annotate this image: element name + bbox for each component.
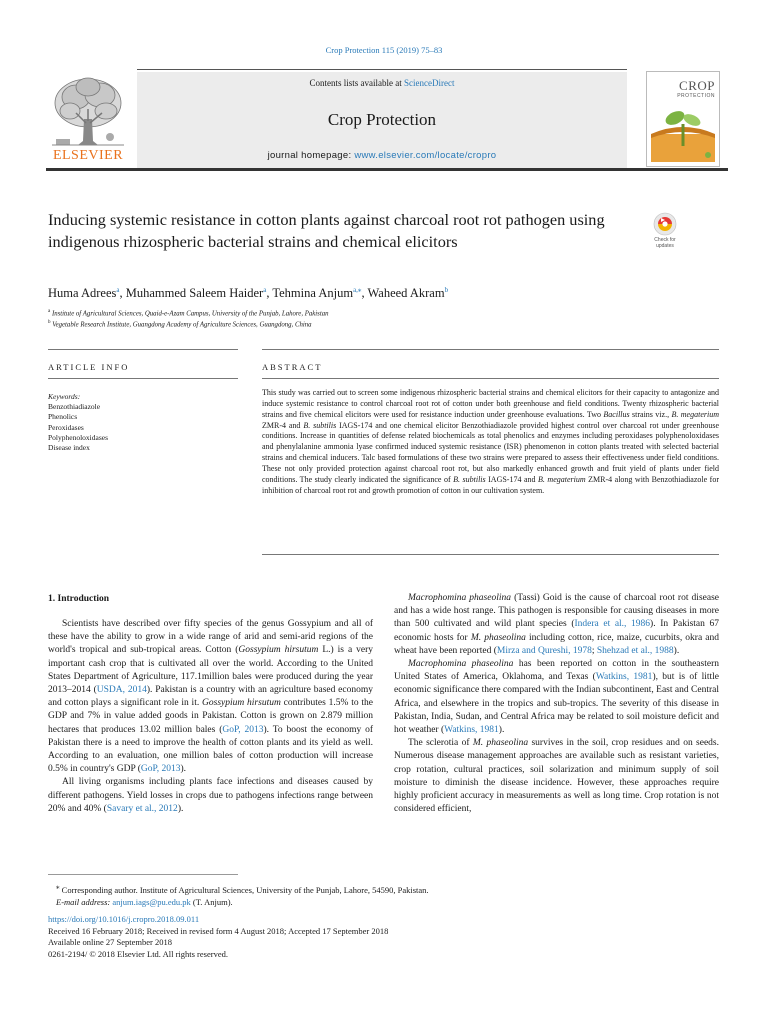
species-name: Macrophomina phaseolina	[408, 593, 512, 603]
abstract-rule	[262, 349, 719, 350]
keyword-item: Benzothiadiazole	[48, 402, 101, 412]
text-span: ).	[177, 803, 184, 814]
journal-homepage	[137, 150, 627, 161]
corresponding-author-note	[48, 881, 568, 896]
doi-link[interactable]: https://doi.org/10.1016/j.cropro.2018.09.011	[48, 914, 200, 924]
citation-link[interactable]: GoP, 2013	[140, 764, 181, 775]
abstract-span: IAGS-174 and one chemical elicitor Benzothiadiazole provided highest control over charcoal rot under greenhouse conditions. Increase in quantities of defense related biochemicals as total phenolics and enzymes including peroxidases polyphenoloxidases and phenylalanine ammonia lyase confirmed induced systemic resistance (ISR) phenomenon in cotton plants treated with selected bacterial strains and chemical inducers. Talc based formulations of these two strains were prepared to assess their effectiveness under field conditions. These not only provided protection against charcoal root rot, but also markedly enhanced growth and fruit yield of plants under field conditions. The study clearly indicated the significance of	[262, 420, 719, 484]
text-span: ).	[498, 725, 505, 736]
species-name: Gossypium hirsutum	[202, 698, 281, 709]
author-name[interactable]: Waheed Akram	[367, 286, 445, 301]
abstract-span: ZMR-4 and	[262, 420, 304, 430]
contents-line	[137, 78, 627, 88]
article-info-rule-2	[48, 378, 238, 379]
text-span: Scientists have described over fifty species of the genus Gossypium and all of these have the ability to grow in a wide range of arid and semi-arid regions of the world's tropical and sub-tropical areas. Cotton (	[48, 619, 373, 656]
article-title: Inducing systemic resistance in cotton plants against charcoal root rot pathogen using indigenous rhizospheric bacterial strains and chemical elicitors	[48, 210, 605, 251]
text-span: contributes 1.5% to the GDP and 7% in value added goods in Pakistan. Cotton is grown on 2.879 million hectares that produces 13.02 million bales (	[48, 698, 374, 735]
abstract-rule-2	[262, 378, 719, 379]
email-suffix: (T. Anjum).	[190, 896, 233, 907]
cover-subtitle: PROTECTION	[677, 93, 715, 99]
abstract-italic: Bacillus	[603, 409, 630, 419]
affiliation-text: Institute of Agricultural Sciences, Quaid-e-Azam Campus, University of the Punjab, Lahore, Pakistan	[51, 310, 329, 318]
journal-reference[interactable]: Crop Protection 115 (2019) 75–83	[325, 45, 443, 55]
check-updates-label: Check for updates	[654, 237, 676, 249]
author-separator: ,	[119, 286, 126, 301]
available-online: Available online 27 September 2018	[48, 937, 173, 947]
body-column-right	[394, 592, 719, 816]
text-span: ).	[180, 764, 187, 775]
body-column-left	[48, 618, 373, 816]
footnote-text: Corresponding author. Institute of Agricultural Sciences, University of the Punjab, Lahore, 54590, Pakistan.	[59, 884, 429, 895]
species-name: Gossypium hirsutum	[238, 645, 319, 656]
author-separator: ,	[266, 286, 273, 301]
email-link[interactable]: anjum.iags@pu.edu.pk	[112, 896, 191, 907]
footnote-rule	[48, 874, 238, 875]
keyword-item: Disease index	[48, 443, 90, 453]
introduction-heading: 1. Introduction	[48, 594, 110, 604]
abstract-span: strains viz.,	[629, 409, 672, 419]
abstract-italic: B. megaterium	[671, 409, 719, 419]
text-span: ). Pakistan is a country with an agriculture based economy and cotton plays a significant role in it.	[48, 685, 373, 709]
intro-paragraph-2	[48, 776, 373, 816]
homepage-label: journal homepage:	[267, 150, 355, 161]
article-metadata	[48, 914, 568, 960]
header-rule-top	[137, 69, 627, 70]
abstract-span: This study was carried out to screen some indigenous rhizospheric bacterial strains and chemical elicitors for their capacity to antagonize and induce systemic resistance to control charcoal root rot of cotton under both greenhouse and field conditions. Twenty rhizospheric bacterial strains and five chemical elicitors were used for resistance induction under greenhouse evaluations. Two	[262, 388, 719, 419]
author-name[interactable]: Huma Adrees	[48, 286, 117, 301]
article-info-heading: ARTICLE INFO	[48, 362, 130, 372]
author-list	[48, 286, 648, 301]
abstract-span: IAGS-174 and	[485, 474, 539, 484]
homepage-link[interactable]: www.elsevier.com/locate/cropro	[354, 150, 497, 161]
check-updates-icon	[653, 212, 677, 236]
keywords-label: Keywords:	[48, 392, 81, 401]
footnote	[48, 881, 568, 908]
email-label: E-mail address:	[56, 896, 113, 907]
author-affiliation-mark[interactable]: a,⁎	[353, 286, 362, 294]
abstract-rule-bottom	[262, 554, 719, 555]
intro-paragraph-3	[394, 592, 719, 658]
citation-link[interactable]: Savary et al., 2012	[106, 803, 178, 814]
check-for-updates-badge[interactable]	[647, 212, 683, 256]
sciencedirect-link[interactable]: ScienceDirect	[404, 78, 455, 88]
author-affiliation-mark[interactable]: a	[263, 286, 267, 294]
citation-link[interactable]: Watkins, 1981	[595, 672, 653, 683]
text-span: (Tassi) Goid is the cause of charcoal root rot disease and has a wide host range. This pathogen is responsible for causing diseases in more than 500 cultivated and wild plant species (	[394, 593, 719, 630]
species-name: M. phaseolina	[472, 738, 529, 749]
citation-link[interactable]: GoP, 2013	[222, 724, 264, 735]
text-span: ;	[591, 645, 597, 656]
affiliation-b	[48, 320, 648, 328]
header-rule-bottom	[46, 168, 728, 171]
affiliation-text: Vegetable Research Institute, Guangdong Academy of Agriculture Sciences, Guangdong, China	[52, 321, 312, 329]
text-span: survives in the soil, crop residues and on seeds. Numerous disease management approaches are available such as resistant varieties, crop rotation, cultural practices, soil solarization and minimum supply of soil moisture to diminish the disease incidence. However, these approaches require highly proficient accuracy in measurements as well as long time. Crop rotation is not considered efficient,	[394, 738, 719, 815]
keyword-item: Phenolics	[48, 412, 78, 422]
abstract-italic: B. megaterium	[538, 474, 586, 484]
citation-link[interactable]: Shehzad et al., 1988	[596, 645, 674, 656]
author-affiliation-mark[interactable]: a	[116, 286, 120, 294]
received-dates: Received 16 February 2018; Received in revised form 4 August 2018; Accepted 17 September 2018	[48, 925, 389, 936]
cover-title: CROP	[679, 78, 715, 93]
citation-link[interactable]: USDA, 2014	[96, 685, 147, 696]
journal-name: Crop Protection	[327, 110, 437, 129]
author-separator: ,	[361, 286, 368, 301]
affiliation-a	[48, 309, 648, 317]
text-span: L.) is a very important cash crop that is cultivated all over the world. According to the United States Department of Agriculture, 117.1million bales were produced during the year 2013–2014 (	[48, 645, 374, 696]
text-span: ). To boost the economy of Pakistan there is a need to improve the health of cotton plants and its yield as well. According to an evaluation, one million bales of cotton production will increase 0.5% in country's GDP (	[48, 724, 373, 775]
seedling-icon	[651, 100, 715, 162]
citation-link[interactable]: Indera et al., 1986	[574, 619, 651, 630]
intro-paragraph-4	[394, 658, 719, 737]
article-info-rule	[48, 349, 238, 350]
text-span: ), but is of little economic significance there compared with the Indian subcontinent, East and Central Africa, and elsewhere in the tropics and sub-tropics. The severity of this disease in Pakistan, India, Sudan, and Central Africa may be related to soil moisture deficit and hot weather (	[394, 672, 720, 736]
affiliation-mark: a	[48, 309, 51, 314]
species-name: Macrophomina phaseolina	[408, 659, 514, 670]
species-name: M. phaseolina	[470, 632, 526, 643]
journal-cover[interactable]	[646, 71, 720, 167]
citation-link[interactable]: Watkins, 1981	[444, 725, 499, 736]
contents-prefix: Contents lists available at	[309, 78, 404, 88]
text-span: has been reported on cotton in the southeastern United States of America, Oklahoma, and Texas (	[394, 659, 719, 683]
abstract-italic: B. subtilis	[303, 420, 337, 430]
keywords-block	[48, 392, 238, 453]
author-name[interactable]: Tehmina Anjum	[272, 286, 354, 301]
text-span: including cotton, rice, maize, cucurbits, okra and wheat have been reported (	[394, 632, 719, 656]
text-span: The sclerotia of	[408, 738, 473, 749]
text-span: ). In Pakistan 67 economic hosts for	[394, 619, 720, 643]
copyright-line: 0261-2194/ © 2018 Elsevier Ltd. All rights reserved.	[48, 948, 228, 959]
abstract-span: ZMR-4 along with Benzothiadiazole for inhibition of charcoal root rot and growth promotion of cotton in our cultivation system.	[262, 474, 719, 495]
text-span: ).	[673, 645, 680, 656]
email-line	[48, 896, 568, 908]
elsevier-wordmark: ELSEVIER	[52, 148, 124, 163]
abstract-heading: ABSTRACT	[262, 362, 323, 372]
affiliation-mark: b	[48, 320, 51, 325]
text-span: All living organisms including plants face infections and diseases caused by different pathogens. Yield losses in crops due to pathogens infections range between 20% and 40% (	[48, 777, 373, 814]
abstract-italic: B. subtilis	[453, 474, 486, 484]
abstract-text	[262, 388, 719, 496]
intro-paragraph-1	[48, 618, 373, 776]
citation-link[interactable]: Mirza and Qureshi, 1978	[496, 645, 592, 656]
author-name[interactable]: Muhammed Saleem Haider	[125, 286, 264, 301]
intro-paragraph-5	[394, 737, 719, 816]
author-affiliation-mark[interactable]: b	[444, 286, 449, 294]
footnote-mark: ⁎	[56, 883, 60, 891]
keyword-item: Peroxidases	[48, 422, 84, 432]
keyword-item: Polyphenoloxidases	[48, 432, 108, 442]
